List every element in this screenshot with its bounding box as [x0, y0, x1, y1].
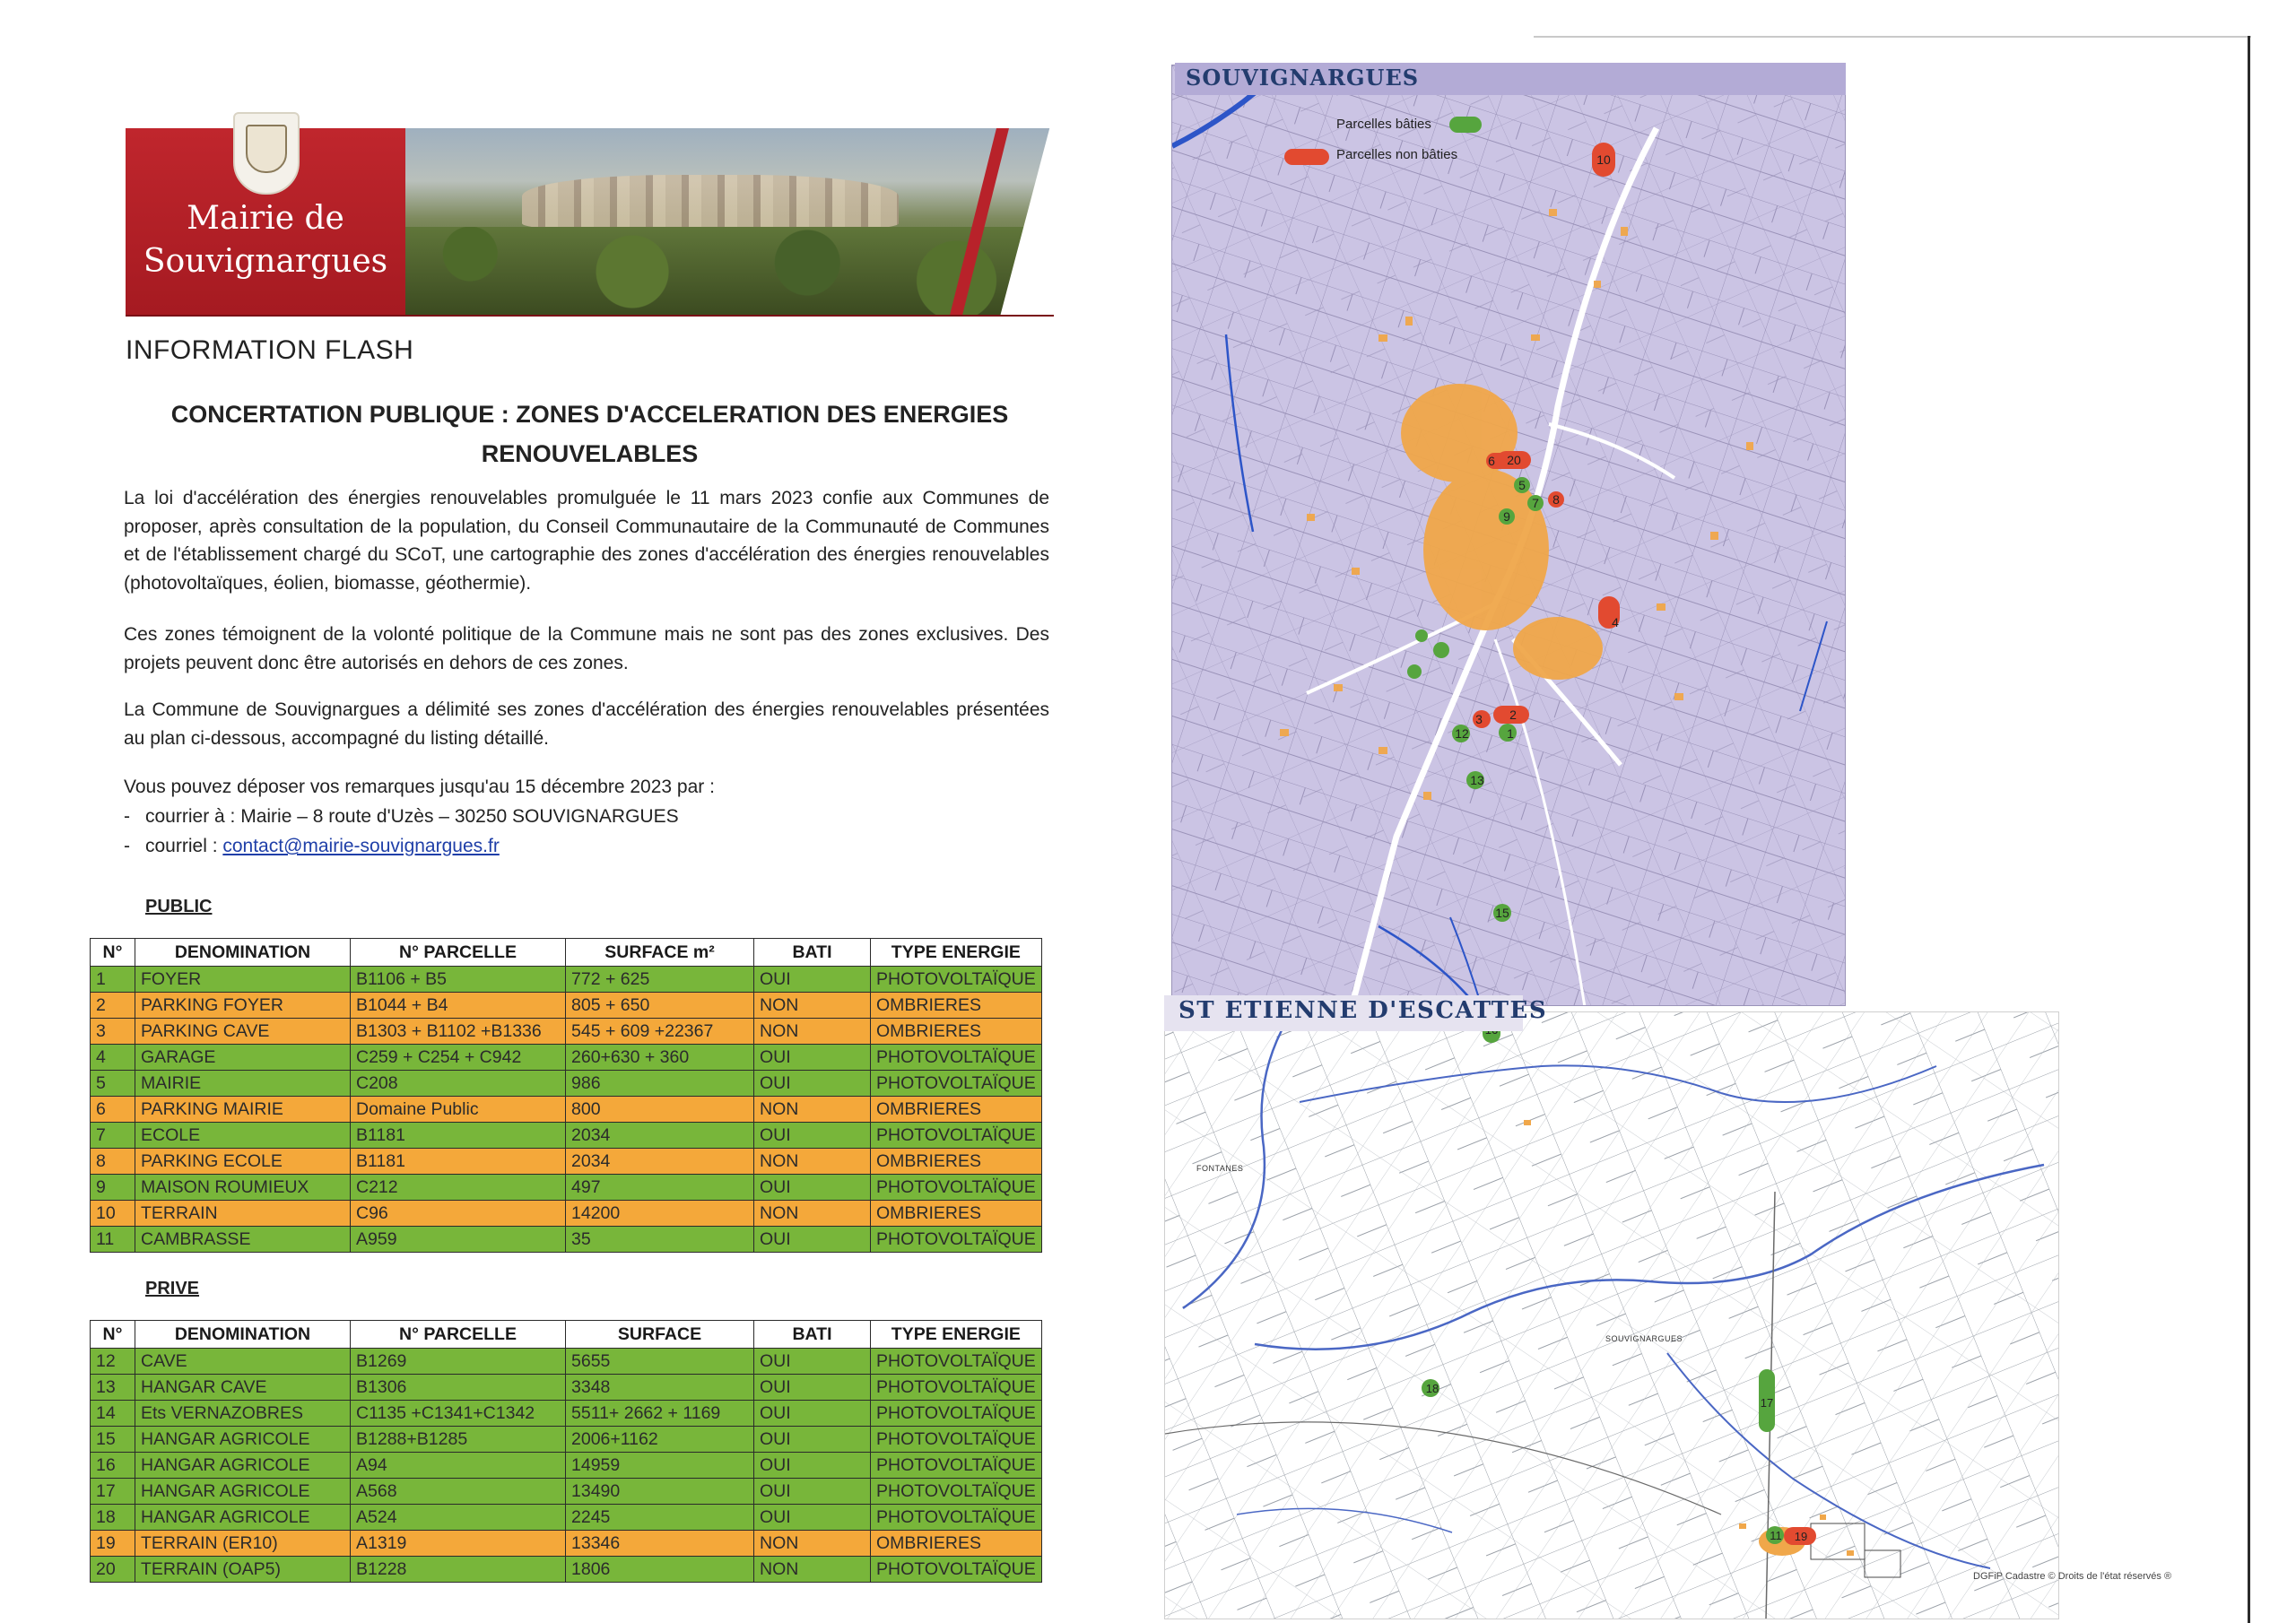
- map-marker-label: 18: [1425, 1382, 1439, 1395]
- table-row: [91, 1071, 1042, 1097]
- cell-surface: 5655: [566, 1349, 754, 1375]
- table-row: [91, 1201, 1042, 1227]
- map-marker-label: 3: [1475, 712, 1483, 726]
- legend-green-swatch: [1449, 117, 1482, 133]
- cell-denom: PARKING FOYER: [135, 993, 351, 1019]
- column-header: SURFACE: [566, 1321, 754, 1349]
- cell-n: 17: [91, 1479, 135, 1505]
- cell-parcelle: C208: [351, 1071, 566, 1097]
- bullet-courrier: - courrier à : Mairie – 8 route d'Uzès – 30250 SOUVIGNARGUES: [124, 806, 679, 827]
- cell-surface: 805 + 650: [566, 993, 754, 1019]
- page-headline: CONCERTATION PUBLIQUE : ZONES D'ACCELERATION DES ENERGIES RENOUVELABLES: [170, 401, 1009, 467]
- table-row: [91, 1505, 1042, 1531]
- cell-surface: 3348: [566, 1375, 754, 1401]
- map-marker-label: 12: [1455, 726, 1469, 741]
- public-parcels-table: [90, 938, 1042, 1253]
- cell-type: PHOTOVOLTAÏQUE: [871, 1427, 1042, 1453]
- cell-bati: NON: [754, 1019, 871, 1045]
- map-marker-label: 11: [1770, 1529, 1782, 1542]
- cell-parcelle: A94: [351, 1453, 566, 1479]
- cell-type: PHOTOVOLTAÏQUE: [871, 1175, 1042, 1201]
- cell-type: OMBRIERES: [871, 1097, 1042, 1123]
- map2-title: ST ETIENNE D'ESCATTES: [1178, 997, 1548, 1024]
- cell-type: PHOTOVOLTAÏQUE: [871, 1453, 1042, 1479]
- cell-n: 10: [91, 1201, 135, 1227]
- column-header: BATI: [754, 1321, 871, 1349]
- cell-surface: 2034: [566, 1123, 754, 1149]
- cell-parcelle: B1228: [351, 1557, 566, 1583]
- table-row: [91, 1453, 1042, 1479]
- cell-denom: PARKING MAIRIE: [135, 1097, 351, 1123]
- banner-title: Mairie de Souvignargues: [143, 200, 388, 280]
- cell-n: 14: [91, 1401, 135, 1427]
- column-header: DENOMINATION: [135, 939, 351, 967]
- cell-type: PHOTOVOLTAÏQUE: [871, 1045, 1042, 1071]
- table-row: [91, 993, 1042, 1019]
- st-etienne-map: [1164, 1011, 2059, 1619]
- table-row: [91, 967, 1042, 993]
- map-marker-label: 20: [1507, 453, 1521, 467]
- cell-parcelle: A1319: [351, 1531, 566, 1557]
- cell-surface: 5511+ 2662 + 1169: [566, 1401, 754, 1427]
- map-marker-label: 1: [1507, 726, 1514, 741]
- cell-denom: MAIRIE: [135, 1071, 351, 1097]
- cell-denom: CAVE: [135, 1349, 351, 1375]
- cell-type: PHOTOVOLTAÏQUE: [871, 1375, 1042, 1401]
- column-header: N°: [91, 1321, 135, 1349]
- cell-bati: NON: [754, 1149, 871, 1175]
- information-flash-label: INFORMATION FLASH: [126, 335, 414, 365]
- cell-bati: OUI: [754, 1401, 871, 1427]
- souvignargues-map: [1171, 65, 1846, 1006]
- cell-bati: OUI: [754, 1453, 871, 1479]
- cell-surface: 2034: [566, 1149, 754, 1175]
- cell-denom: MAISON ROUMIEUX: [135, 1175, 351, 1201]
- cell-denom: HANGAR AGRICOLE: [135, 1479, 351, 1505]
- paragraph-law: La loi d'accélération des énergies renouvelables promulguée le 11 mars 2023 confie aux Communes de proposer, après consultation de la population, du Conseil Communautaire de la Communauté de Communes et de l'établissement chargé du SCoT, une cartographie des zones d'accélération des énergies renouvelables (photovoltaïques, éolien, biomasse, géothermie).: [124, 488, 1049, 594]
- mairie-banner: [126, 112, 1054, 317]
- section-prive-title: PRIVE: [145, 1279, 200, 1298]
- cell-bati: NON: [754, 1557, 871, 1583]
- cell-n: 4: [91, 1045, 135, 1071]
- cell-surface: 14200: [566, 1201, 754, 1227]
- cell-n: 16: [91, 1453, 135, 1479]
- cell-denom: PARKING CAVE: [135, 1019, 351, 1045]
- section-public-title: PUBLIC: [145, 897, 213, 916]
- cell-parcelle: C96: [351, 1201, 566, 1227]
- cell-type: OMBRIERES: [871, 1531, 1042, 1557]
- table-row: [91, 1557, 1042, 1583]
- cell-bati: OUI: [754, 1349, 871, 1375]
- cell-n: 20: [91, 1557, 135, 1583]
- table-row: [91, 1427, 1042, 1453]
- coat-of-arms-icon: [233, 112, 300, 195]
- column-header: N° PARCELLE: [351, 939, 566, 967]
- cell-denom: HANGAR AGRICOLE: [135, 1427, 351, 1453]
- paragraph-remarks: Vous pouvez déposer vos remarques jusqu'au 15 décembre 2023 par :: [124, 777, 715, 797]
- page-edge-line: [1534, 36, 2251, 38]
- cell-parcelle: B1181: [351, 1123, 566, 1149]
- legend-red-swatch: [1284, 149, 1329, 165]
- table-row: [91, 1045, 1042, 1071]
- cell-surface: 800: [566, 1097, 754, 1123]
- cell-type: PHOTOVOLTAÏQUE: [871, 1071, 1042, 1097]
- cell-type: OMBRIERES: [871, 993, 1042, 1019]
- map-marker-label: 13: [1470, 773, 1484, 787]
- legend-bati: Parcelles bâties: [1336, 117, 1431, 132]
- cell-denom: CAMBRASSE: [135, 1227, 351, 1253]
- column-header: N°: [91, 939, 135, 967]
- map-marker-label: 5: [1518, 478, 1526, 492]
- cell-n: 5: [91, 1071, 135, 1097]
- cell-surface: 497: [566, 1175, 754, 1201]
- cell-type: OMBRIERES: [871, 1201, 1042, 1227]
- table-row: [91, 1375, 1042, 1401]
- cell-surface: 2006+1162: [566, 1427, 754, 1453]
- cell-type: PHOTOVOLTAÏQUE: [871, 1505, 1042, 1531]
- cell-bati: OUI: [754, 1045, 871, 1071]
- cell-parcelle: B1044 + B4: [351, 993, 566, 1019]
- map-marker-label: 15: [1495, 906, 1509, 920]
- cell-bati: NON: [754, 1531, 871, 1557]
- cell-type: PHOTOVOLTAÏQUE: [871, 1123, 1042, 1149]
- map1-title: SOUVIGNARGUES: [1186, 65, 1420, 91]
- bullet-courriel: - courriel : contact@mairie-souvignargues.fr: [124, 836, 500, 856]
- table-row: [91, 1349, 1042, 1375]
- cell-denom: TERRAIN: [135, 1201, 351, 1227]
- map-marker-label: 6: [1488, 454, 1495, 468]
- email-link[interactable]: contact@mairie-souvignargues.fr: [222, 836, 500, 856]
- private-parcels-table: [90, 1320, 1042, 1583]
- map-marker-label: 9: [1503, 509, 1510, 524]
- cell-denom: TERRAIN (OAP5): [135, 1557, 351, 1583]
- map-label-fontanes: FONTANES: [1196, 1164, 1244, 1173]
- cell-n: 7: [91, 1123, 135, 1149]
- cell-n: 6: [91, 1097, 135, 1123]
- cell-surface: 13490: [566, 1479, 754, 1505]
- cell-bati: OUI: [754, 1123, 871, 1149]
- map-marker-label: 8: [1552, 492, 1560, 507]
- cell-surface: 545 + 609 +22367: [566, 1019, 754, 1045]
- map-label-souvignargues: SOUVIGNARGUES: [1605, 1334, 1683, 1343]
- cell-type: OMBRIERES: [871, 1149, 1042, 1175]
- cell-surface: 35: [566, 1227, 754, 1253]
- cell-bati: NON: [754, 993, 871, 1019]
- cell-type: PHOTOVOLTAÏQUE: [871, 1401, 1042, 1427]
- map-marker-label: 19: [1794, 1530, 1808, 1543]
- cell-type: PHOTOVOLTAÏQUE: [871, 1479, 1042, 1505]
- cell-bati: OUI: [754, 1427, 871, 1453]
- cell-denom: HANGAR AGRICOLE: [135, 1505, 351, 1531]
- cell-surface: 13346: [566, 1531, 754, 1557]
- cell-n: 1: [91, 967, 135, 993]
- cell-parcelle: B1306: [351, 1375, 566, 1401]
- table-row: [91, 1123, 1042, 1149]
- cell-surface: 2245: [566, 1505, 754, 1531]
- cell-n: 18: [91, 1505, 135, 1531]
- cell-bati: OUI: [754, 1505, 871, 1531]
- cell-n: 3: [91, 1019, 135, 1045]
- cell-type: PHOTOVOLTAÏQUE: [871, 1557, 1042, 1583]
- column-header: TYPE ENERGIE: [871, 1321, 1042, 1349]
- table-row: [91, 1097, 1042, 1123]
- cell-bati: OUI: [754, 1071, 871, 1097]
- cell-n: 13: [91, 1375, 135, 1401]
- cell-parcelle: B1106 + B5: [351, 967, 566, 993]
- column-header: BATI: [754, 939, 871, 967]
- cell-denom: HANGAR CAVE: [135, 1375, 351, 1401]
- table-row: [91, 1227, 1042, 1253]
- cell-denom: ECOLE: [135, 1123, 351, 1149]
- cell-surface: 260+630 + 360: [566, 1045, 754, 1071]
- cell-type: PHOTOVOLTAÏQUE: [871, 967, 1042, 993]
- map-copyright: DGFiP Cadastre © Droits de l'état réservés ®: [1973, 1571, 2172, 1582]
- cell-parcelle: A568: [351, 1479, 566, 1505]
- column-header: TYPE ENERGIE: [871, 939, 1042, 967]
- map-marker-label: 2: [1509, 707, 1517, 722]
- paragraph-zones: Ces zones témoignent de la volonté politique de la Commune mais ne sont pas des zones exclusives. Des projets peuvent donc être autorisés en dehors de ces zones.: [124, 624, 1049, 673]
- cell-type: PHOTOVOLTAÏQUE: [871, 1349, 1042, 1375]
- map-marker-label: 4: [1612, 615, 1619, 629]
- table-row: [91, 1401, 1042, 1427]
- cell-denom: HANGAR AGRICOLE: [135, 1453, 351, 1479]
- column-header: DENOMINATION: [135, 1321, 351, 1349]
- cell-n: 8: [91, 1149, 135, 1175]
- cell-bati: OUI: [754, 1375, 871, 1401]
- cell-n: 2: [91, 993, 135, 1019]
- column-header: SURFACE m²: [566, 939, 754, 967]
- cell-parcelle: B1269: [351, 1349, 566, 1375]
- cell-parcelle: C259 + C254 + C942: [351, 1045, 566, 1071]
- map-marker-label: 10: [1596, 152, 1611, 167]
- cell-parcelle: B1288+B1285: [351, 1427, 566, 1453]
- cell-bati: OUI: [754, 967, 871, 993]
- table-row: [91, 1175, 1042, 1201]
- cell-parcelle: Domaine Public: [351, 1097, 566, 1123]
- cell-n: 12: [91, 1349, 135, 1375]
- cell-type: PHOTOVOLTAÏQUE: [871, 1227, 1042, 1253]
- cell-n: 19: [91, 1531, 135, 1557]
- cell-denom: GARAGE: [135, 1045, 351, 1071]
- cell-parcelle: C212: [351, 1175, 566, 1201]
- cell-type: OMBRIERES: [871, 1019, 1042, 1045]
- paragraph-commune: La Commune de Souvignargues a délimité ses zones d'accélération des énergies renouvelables présentées au plan ci-dessous, accompagné du listing détaillé.: [124, 699, 1049, 749]
- cell-denom: FOYER: [135, 967, 351, 993]
- cell-bati: OUI: [754, 1175, 871, 1201]
- cell-parcelle: A524: [351, 1505, 566, 1531]
- cell-denom: PARKING ECOLE: [135, 1149, 351, 1175]
- map-marker-label: 7: [1532, 496, 1539, 510]
- cell-bati: OUI: [754, 1227, 871, 1253]
- cell-parcelle: B1181: [351, 1149, 566, 1175]
- cell-surface: 986: [566, 1071, 754, 1097]
- table-row: [91, 1019, 1042, 1045]
- cell-bati: OUI: [754, 1479, 871, 1505]
- cell-bati: NON: [754, 1201, 871, 1227]
- cell-surface: 14959: [566, 1453, 754, 1479]
- legend-non-bati: Parcelles non bâties: [1336, 147, 1458, 162]
- cell-bati: NON: [754, 1097, 871, 1123]
- cell-surface: 772 + 625: [566, 967, 754, 993]
- cell-parcelle: B1303 + B1102 +B1336: [351, 1019, 566, 1045]
- map-marker-label: 17: [1760, 1396, 1774, 1410]
- cell-n: 11: [91, 1227, 135, 1253]
- column-header: N° PARCELLE: [351, 1321, 566, 1349]
- cell-denom: Ets VERNAZOBRES: [135, 1401, 351, 1427]
- cell-surface: 1806: [566, 1557, 754, 1583]
- page-edge-right: [2248, 36, 2250, 1623]
- cell-parcelle: A959: [351, 1227, 566, 1253]
- cell-n: 9: [91, 1175, 135, 1201]
- cell-parcelle: C1135 +C1341+C1342: [351, 1401, 566, 1427]
- cell-denom: TERRAIN (ER10): [135, 1531, 351, 1557]
- cell-n: 15: [91, 1427, 135, 1453]
- table-row: [91, 1149, 1042, 1175]
- table-row: [91, 1479, 1042, 1505]
- table-row: [91, 1531, 1042, 1557]
